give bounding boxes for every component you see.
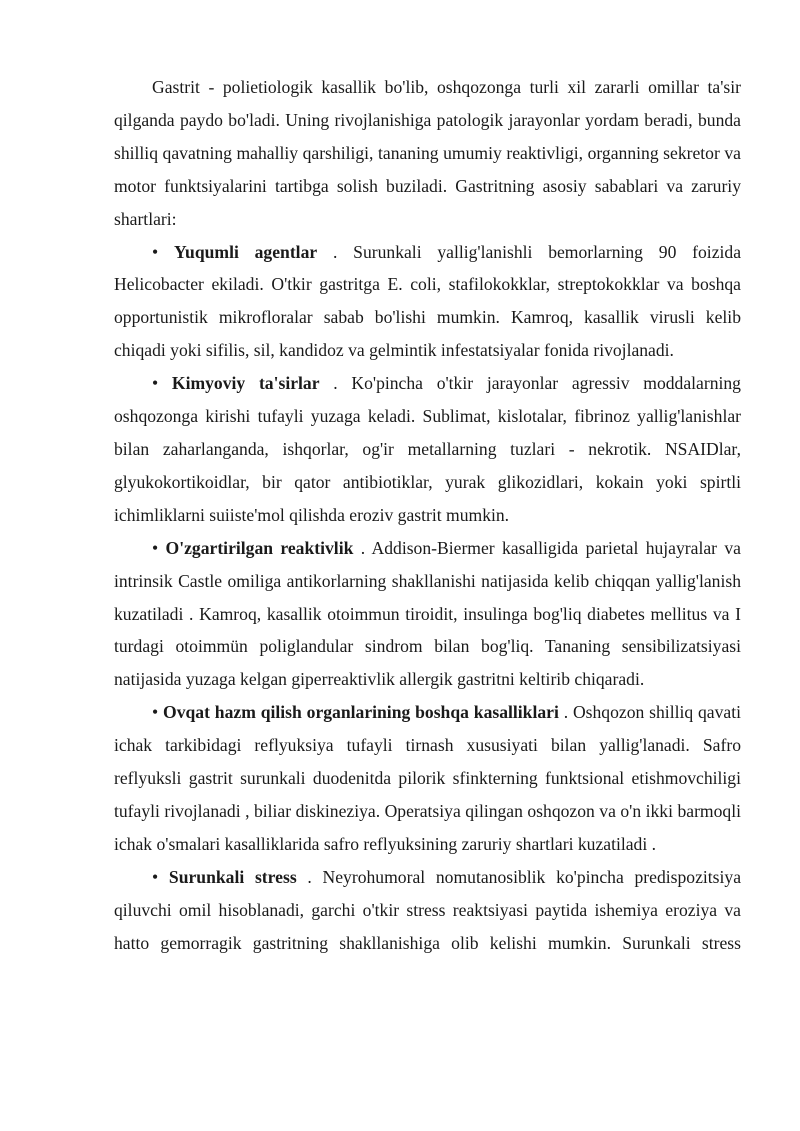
list-item-chemical-effects — [114, 367, 741, 532]
item-term: Surunkali stress — [168, 866, 297, 887]
bullet-glyph: • — [152, 537, 159, 558]
item-term: Ovqat hazm qilish organlarining boshqa kasalliklari — [163, 702, 559, 723]
item-term: O'zgartirilgan reaktivlik — [165, 537, 354, 558]
item-text: . Oshqozon shilliq qavati ichak tarkibidagi reflyuksiya tufayli tirnash xususiyati bilan yallig'lanadi. Safro reflyuksli gastrit surunkali duodenitda pilorik sfinkterning funktsional etishmovchiligi tufayli rivojlanadi , biliar diskineziya. Operatsiya qilingan oshqozon va o'n ikki barmoqli ichak o'smalari kasalliklarida safro reflyuksining zaruriy shartlari kuzatiladi . — [114, 702, 741, 854]
item-term: Kimyoviy ta'sirlar — [171, 373, 320, 394]
item-text: . Addison-Biermer kasalligida parietal hujayralar va intrinsik Castle omiliga antikorlarning shakllanishi natijasida kelib chiqqan yallig'lanish kuzatiladi . Kamroq, kasallik otoimmun tiroidit, insulinga bog'liq diabetes mellitus va I turdagi otoimmün poliglandular sindrom bilan bog'liq. Tananing sensibilizatsiyasi natijasida yuzaga kelgan giperreaktivlik allergik gastritni keltirib chiqaradi. — [114, 537, 741, 690]
item-text: . Ko'pincha o'tkir jarayonlar agressiv moddalarning oshqozonga kirishi tufayli yuzaga keladi. Sublimat, kislotalar, fibrinoz yallig'lanishlar bilan zaharlanganda, ishqorlar, og'ir metallarning tuzlari - nekrotik. NSAIDlar, glyukokortikoidlar, bir qator antibiotiklar, yurak glikozidlari, kokain yoki spirtli ichimliklarni suiiste'mol qilishda eroziv gastrit mumkin. — [114, 373, 741, 525]
list-item-digestive-diseases — [114, 696, 741, 861]
bullet-glyph: • — [152, 241, 159, 262]
item-text: . Surunkali yallig'lanishli bemorlarning 90 foizida Helicobacter ekiladi. O'tkir gastritga E. coli, stafilokokklar, streptokokklar va boshqa opportunistik mikrofloralar sabab bo'lishi mumkin. Kamroq, kasallik virusli kelib chiqadi yoki sifilis, sil, kandidoz va gelmintik infestatsiyalar fonida rivojlanadi. — [114, 241, 741, 361]
document-page — [114, 71, 741, 959]
bullet-glyph: • — [152, 702, 159, 723]
intro-paragraph: Gastrit - polietiologik kasallik bo'lib, oshqozonga turli xil zararli omillar ta'sir qilganda paydo bo'ladi. Uning rivojlanishiga patologik jarayonlar yordam beradi, bunda shilliq qavatning mahalliy qarshiligi, tananing umumiy reaktivligi, organning sekretor va motor funktsiyalarini tartibga solish buziladi. Gastritning asosiy sabablari va zaruriy shartlari: — [114, 77, 741, 229]
list-item-chronic-stress — [114, 861, 741, 960]
bullet-glyph: • — [152, 866, 159, 887]
item-text: . Neyrohumoral nomutanosiblik ko'pincha predispozitsiya qiluvchi omil hisoblanadi, garchi o'tkir stress reaktsiyasi paytida ishemiya eroziya va hatto gemorragik gastritning shakllanishiga olib kelishi mumkin. Surunkali stress — [114, 866, 742, 953]
item-term: Yuqumli agentlar — [173, 241, 318, 262]
bullet-glyph: • — [152, 373, 159, 394]
list-item-infectious-agents — [114, 236, 741, 368]
list-item-altered-reactivity — [114, 532, 741, 697]
